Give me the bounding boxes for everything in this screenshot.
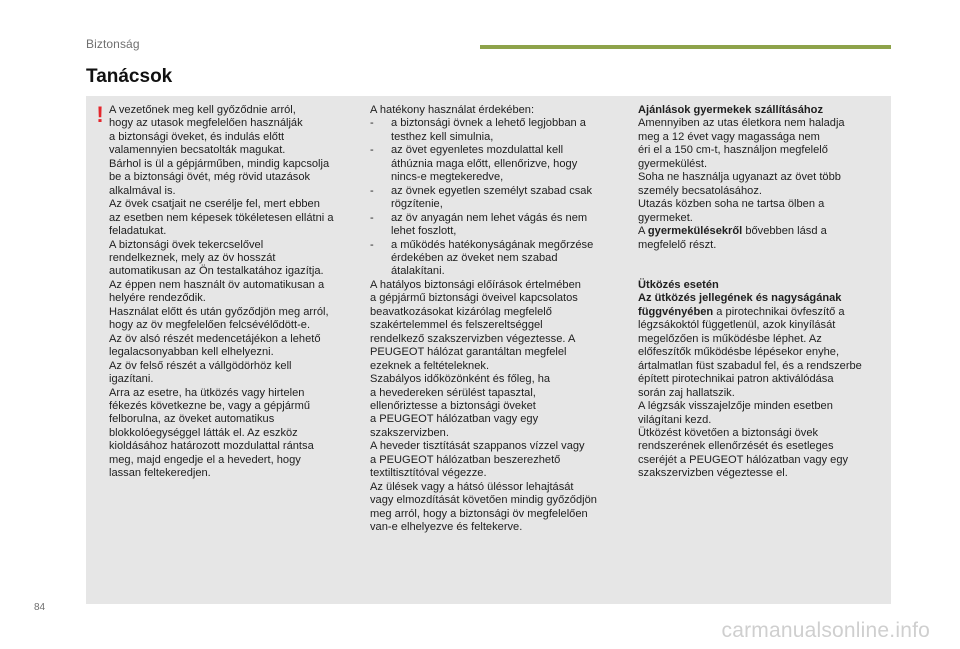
list-item-text: a biztonsági övnek a lehető legjobban a	[391, 117, 586, 130]
text-line: rendelkeznek, mely az öv hosszát	[109, 251, 276, 264]
text-line: helyére rendeződik.	[109, 292, 206, 305]
text-line: Amennyiben az utas életkora nem haladja	[638, 117, 845, 130]
text-line: Bárhol is ül a gépjárműben, mindig kapcsolja	[109, 157, 330, 170]
page-title: Tanácsok	[86, 66, 173, 87]
text-line: Ütközést követően a biztonsági övek	[638, 426, 819, 439]
text-line: cseréjét a PEUGEOT hálózatban vagy egy	[638, 453, 849, 466]
text-line: a gépjármű biztonsági öveivel kapcsolatos	[370, 292, 578, 305]
text-line: ezeknek a feltételeknek.	[370, 359, 490, 372]
text-line: kioldásához határozott mozdulattal rántsa	[109, 440, 314, 453]
list-item	[370, 212, 632, 225]
text-line: feladatukat.	[109, 225, 167, 238]
text-line: meg arról, hogy a biztonsági öv megfelelően	[370, 507, 588, 520]
children-paragraph	[638, 117, 888, 225]
text-line: Szabályos időközönként és főleg, ha	[370, 373, 551, 386]
text-line: a PEUGEOT hálózatban beszerezhető	[370, 453, 561, 466]
text-line: hogy az öv megfelelően felcsévélődött-e.	[109, 319, 311, 332]
text-line: meg, majd engedje el a hevedert, hogy	[109, 453, 301, 466]
text-line: beavatkozásokat kizárólag megfelelő	[370, 305, 552, 318]
list-item	[370, 117, 632, 130]
collision-paragraph	[638, 319, 888, 480]
collision-first-line	[638, 306, 888, 319]
text-line: személy becsatolásához.	[638, 184, 762, 197]
list-item-text: a működés hatékonyságának megőrzése	[391, 238, 594, 251]
warning-icon: !	[96, 102, 104, 127]
text-line: légzsákoktól függetlenül, azok kinyílását	[638, 319, 836, 332]
text-line: során zaj hallatszik.	[638, 386, 735, 399]
text-line: automatikusan az Ön testalkatához igazítja.	[109, 265, 324, 278]
text-line: Az éppen nem használt öv automatikusan a	[109, 278, 325, 291]
text-line: alkalmával is.	[109, 184, 176, 197]
text-line: van-e elhelyezve és feltekerve.	[370, 521, 523, 534]
text-line: rendszerének ellenőrzését és esetleges	[638, 440, 834, 453]
text-line: Használat előtt és után győződjön meg arról,	[109, 305, 329, 318]
text-line: Soha ne használja ugyanazt az övet több	[638, 171, 841, 184]
text-line: legalacsonyabban kell elhelyezni.	[109, 346, 274, 359]
list-dash: -	[370, 238, 374, 251]
children-heading: Ajánlások gyermekek szállításához	[638, 104, 823, 116]
text-line: a hevedereken sérülést tapasztal,	[370, 386, 536, 399]
text-line: A biztonsági övek tekercselővel	[109, 238, 264, 251]
text-line: hogy az utasok megfelelően használják	[109, 117, 303, 130]
list-item	[370, 144, 632, 157]
text-line: textiltisztítóval végezze.	[370, 467, 487, 480]
collision-bold-line: Az ütközés jellegének és nagyságának	[638, 292, 842, 305]
text-line: világítani kezd.	[638, 413, 712, 426]
text-line: éri el a 150 cm-t, használjon megfelelő	[638, 144, 828, 157]
text-line: ellenőriztesse a biztonsági öveket	[370, 399, 536, 412]
regulations-paragraph	[370, 279, 632, 535]
text-line: Az öv alsó részét medencetájékon a lehető	[109, 332, 321, 345]
text-line: fékezés következne be, vagy a gépjármű	[109, 399, 311, 412]
text-line: szakértelemmel és felszereltséggel	[370, 319, 543, 332]
seatbelt-advice-column	[109, 104, 357, 481]
text-line: meg a 12 évet vagy magassága nem	[638, 130, 820, 143]
text-line: megelőzően is működésbe léphet. Az	[638, 332, 822, 345]
text-line: rendelkező szakszervizben végeztesse. A	[370, 332, 576, 345]
ref-suffix: bővebben lásd a	[742, 225, 827, 238]
watermark: carmanualsonline.info	[721, 619, 930, 642]
text-line: valamennyien becsatolták magukat.	[109, 144, 286, 157]
list-item-text: az öv anyagán nem lehet vágás és nem	[391, 211, 588, 224]
text-line: felborulna, az öveket automatikus	[109, 413, 275, 426]
text-line: ártalmatlan füst szabadul fel, és a rendszerbe	[638, 359, 862, 372]
children-collision-column	[638, 104, 888, 481]
collision-heading: Ütközés esetén	[638, 278, 719, 291]
text-line: gyermeket.	[638, 211, 693, 224]
list-dash: -	[370, 117, 374, 130]
text-line: igazítani.	[109, 373, 154, 386]
text-line: az esetben nem képesek tökéletesen ellátni a	[109, 211, 334, 224]
text-line: Arra az esetre, ha ütközés vagy hirtelen	[109, 386, 305, 399]
header-accent-bar	[480, 45, 891, 49]
page-number: 84	[34, 602, 46, 613]
list-item-continuation: áthúznia maga előtt, ellenőrizve, hogy	[391, 157, 578, 170]
text-line: a PEUGEOT hálózatban vagy egy	[370, 413, 539, 426]
list-item-continuation: lehet foszlott,	[391, 225, 457, 238]
child-seat-link: gyermekülésekről	[647, 225, 743, 238]
collision-rest: a pirotechnikai övfeszítő a	[713, 305, 845, 318]
text-line: be a biztonsági övét, még rövid utazások	[109, 171, 311, 184]
list-item	[370, 239, 632, 252]
text-line: A hatályos biztonsági előírások értelmében	[370, 278, 581, 291]
section-label: Biztonság	[86, 37, 140, 51]
list-item-continuation: átalakítani.	[391, 265, 445, 278]
text-line: lassan feltekeredjen.	[109, 467, 211, 480]
list-item	[370, 185, 632, 198]
list-item-continuation: érdekében az öveket nem szabad	[391, 251, 558, 264]
text-line: Az ülések vagy a hátsó üléssor lehajtását	[370, 480, 574, 493]
text-line: Az övek csatjait ne cserélje fel, mert ebben	[109, 198, 320, 211]
text-line: Utazás közben soha ne tartsa ölben a	[638, 198, 825, 211]
text-line: előfeszítők működésbe lépésekor enyhe,	[638, 346, 840, 359]
text-line: blokkolóegységgel látták el. Az eszköz	[109, 426, 298, 439]
list-item-continuation: nincs-e megtekeredve,	[391, 171, 504, 184]
text-line: A légzsák visszajelzője minden esetben	[638, 400, 833, 413]
list-dash: -	[370, 144, 374, 157]
effective-use-intro: A hatékony használat érdekében:	[370, 104, 535, 116]
text-line: A vezetőnek meg kell győződnie arról,	[109, 104, 296, 116]
text-line: gyermekülést.	[638, 157, 708, 170]
effective-use-list	[370, 117, 632, 278]
child-seat-reference	[638, 225, 888, 238]
list-item-continuation: testhez kell simulnia,	[391, 130, 494, 143]
text-line: a biztonsági öveket, és indulás előtt	[109, 130, 285, 143]
text-line: szakszervizben végeztesse el.	[638, 467, 788, 480]
text-line: PEUGEOT hálózat garantáltan megfelel	[370, 346, 567, 359]
ref-prefix: A	[638, 225, 648, 238]
effective-use-column	[370, 104, 632, 535]
text-line: épített pirotechnikai patron aktiválódása	[638, 373, 834, 386]
list-dash: -	[370, 184, 374, 197]
list-item-continuation: rögzítenie,	[391, 198, 443, 211]
list-item-text: az övnek egyetlen személyt szabad csak	[391, 184, 593, 197]
ref-line-2: megfelelő részt.	[638, 238, 717, 251]
text-line: szakszervizben.	[370, 426, 449, 439]
list-dash: -	[370, 211, 374, 224]
collision-bold-2: függvényében	[638, 305, 714, 318]
text-line: Az öv felső részét a vállgödörhöz kell	[109, 359, 292, 372]
text-line: vagy elmozdítását követően mindig győződjön	[370, 494, 597, 507]
list-item-text: az övet egyenletes mozdulattal kell	[391, 144, 564, 157]
text-line: A heveder tisztítását szappanos vízzel vagy	[370, 440, 585, 453]
